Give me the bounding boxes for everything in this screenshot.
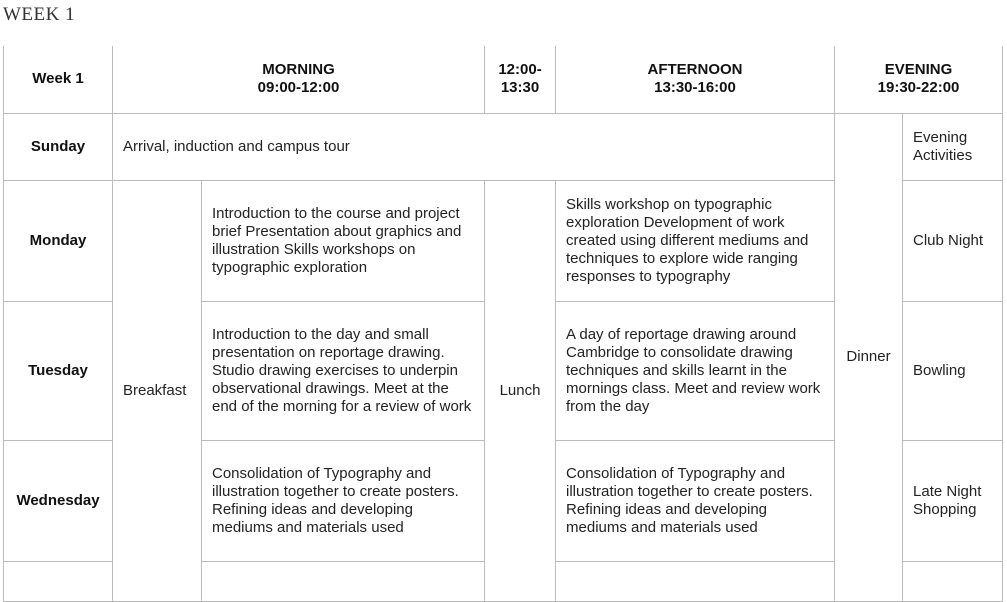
evening-tuesday: Bowling [903, 301, 1003, 440]
morning-header [113, 46, 485, 113]
week-header: Week 1 [4, 46, 113, 113]
page-title: WEEK 1 [3, 4, 76, 25]
dinner-cell: Dinner [835, 113, 903, 601]
afternoon-label: AFTERNOON [647, 61, 743, 79]
evening-header [835, 46, 1003, 113]
afternoon-monday: Skills workshop on typographic exploration Development of work created using different mediums and techniques to explore wide ranging responses to typography [556, 180, 835, 301]
morning-time: 09:00-12:00 [257, 79, 340, 97]
afternoon-header [556, 46, 835, 113]
arrival-cell: Arrival, induction and campus tour [113, 113, 835, 180]
morning-wednesday: Consolidation of Typography and illustration together to create posters. Refining ideas and developing mediums and materials used [202, 440, 485, 561]
afternoon-tuesday: A day of reportage drawing around Cambridge to consolidate drawing techniques and skills learnt in the mornings class. Meet and review work from the day [556, 301, 835, 440]
morning-label: MORNING [262, 61, 335, 79]
evening-wednesday: Late Night Shopping [903, 440, 1003, 561]
lunch-cell: Lunch [485, 180, 556, 601]
noon-header [485, 46, 556, 113]
afternoon-wednesday: Consolidation of Typography and illustration together to create posters. Refining ideas and developing mediums and materials used [556, 440, 835, 561]
evening-time: 19:30-22:00 [877, 79, 960, 97]
day-wednesday: Wednesday [4, 440, 113, 561]
morning-tuesday: Introduction to the day and small presentation on reportage drawing. Studio drawing exercises to underpin observational drawings. Meet at the end of the morning for a review of work [202, 301, 485, 440]
header-row [4, 46, 1003, 113]
noon-time-end: 13:30 [500, 79, 540, 97]
morning-monday: Introduction to the course and project brief Presentation about graphics and illustration Skills workshops on typographic exploration [202, 180, 485, 301]
noon-time-start: 12:00- [498, 61, 542, 79]
table-row [4, 113, 1003, 180]
evening-sunday: Evening Activities [903, 113, 1003, 180]
evening-monday: Club Night [903, 180, 1003, 301]
afternoon-time: 13:30-16:00 [654, 79, 736, 97]
evening-label: EVENING [884, 61, 953, 79]
day-monday: Monday [4, 180, 113, 301]
day-tuesday: Tuesday [4, 301, 113, 440]
breakfast-cell: Breakfast [113, 180, 202, 601]
schedule-table [3, 46, 1003, 602]
day-sunday: Sunday [4, 113, 113, 180]
